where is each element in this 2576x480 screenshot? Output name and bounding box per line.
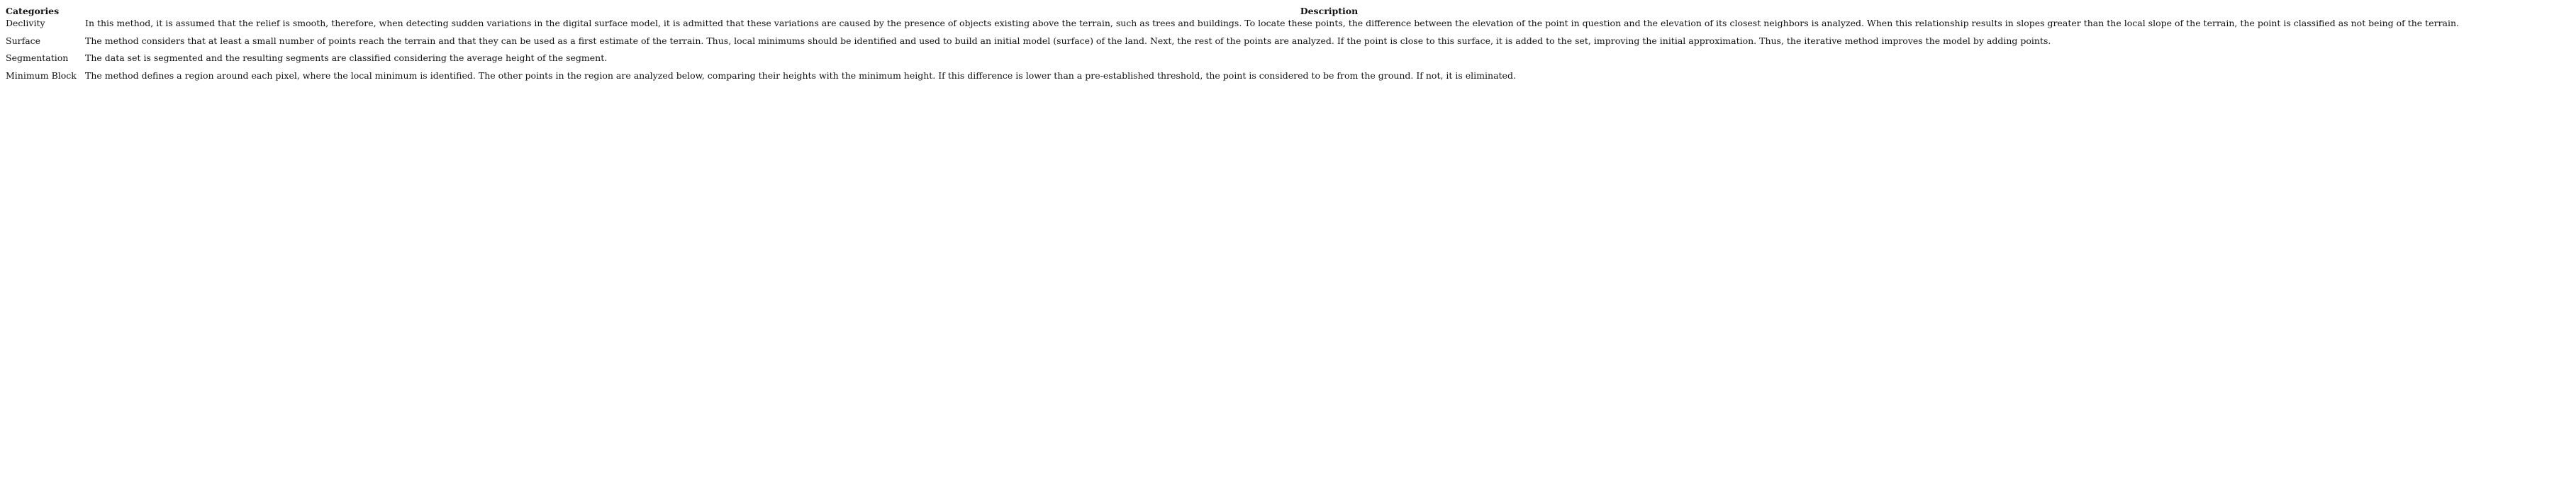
table-row [4,35,2575,53]
description-cell: The data set is segmented and the resulting segments are classified considering the average height of the segment. [85,52,608,63]
description-cell: In this method, it is assumed that the relief is smooth, therefore, when detecting sudden variations in the digital surface model, it is admitted that these variations are caused by the presence of objects existing above the terrain, such as trees and buildings. To locate these points, the difference between the elevation of the point in question and the elevation of its closest neighbors is analyzed. When this relationship results in slopes greater than the local slope of the terrain, the point is classified as not being of the terrain. [85,18,2460,28]
table-row [4,70,2575,88]
description-cell: The method defines a region around each pixel, where the local minimum is identified. The other points in the region are analyzed below, comparing their heights with the minimum height. If this difference is lower than a pre-established threshold, the point is considered to be from the ground. If not, it is eliminated. [85,69,1516,81]
category-cell: Surface [6,35,41,46]
table-header-row [4,6,2575,18]
methods-table [4,6,2575,87]
categories-header: Categories [6,6,60,16]
category-cell: Minimum Block [6,69,77,81]
description-header: Description [1300,6,1359,16]
category-cell: Declivity [6,18,45,28]
table-row [4,18,2575,35]
description-cell: The method considers that at least a small number of points reach the terrain and that they can be used as a first estimate of the terrain. Thus, local minimums should be identified and used to build an initial model (surface) of the land. Next, the rest of the points are analyzed. If the point is close to this surface, it is added to the set, improving the initial approximation. Thus, the iterative method improves the model by adding points. [85,35,2051,46]
category-cell: Segmentation [6,52,69,63]
table-row [4,52,2575,70]
